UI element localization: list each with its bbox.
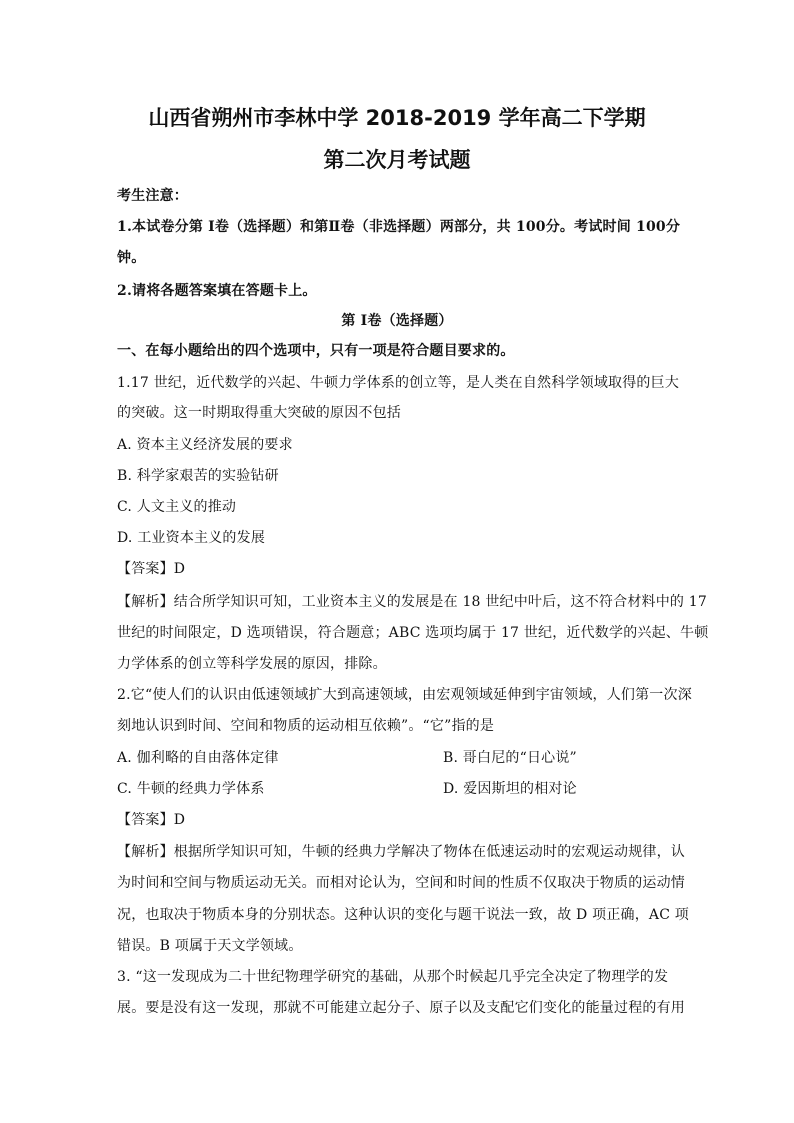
notice-item-2: 2.请将各题答案填在答题卡上。 bbox=[117, 283, 317, 299]
q2-analysis-cont: 为时间和空间与物质运动无关。而相对论认为，空间和时间的性质不仅取决于物质的运动情 bbox=[117, 875, 685, 891]
q1-answer: 【答案】D bbox=[117, 561, 186, 577]
q1-analysis-cont-2: 力学体系的创立等科学发展的原因，排除。 bbox=[117, 656, 387, 672]
q2-analysis: 【解析】根据所学知识可知，牛顿的经典力学解决了物体在低速运动时的宏观运动规律，认 bbox=[117, 844, 685, 860]
q1-stem: 1.17 世纪，近代数学的兴起、牛顿力学体系的创立等，是人类在自然科学领域取得的巨大 bbox=[117, 375, 680, 391]
q1-stem-cont: 的突破。这一时期取得重大突破的原因不包括 bbox=[117, 405, 401, 421]
q1-option-a: A. 资本主义经济发展的要求 bbox=[117, 437, 293, 453]
q2-option-a: A. 伽利略的自由落体定律 bbox=[117, 750, 279, 766]
q2-option-c: C. 牛顿的经典力学体系 bbox=[117, 781, 265, 797]
q1-option-c: C. 人文主义的推动 bbox=[117, 499, 237, 515]
document-title-line2: 第二次月考试题 bbox=[323, 148, 471, 172]
notice-item-1: 1.本试卷分第 Ⅰ卷（选择题）和第Ⅱ卷（非选择题）两部分，共 100分。考试时间 100分 bbox=[117, 219, 681, 235]
section-instruction: 一、在每小题给出的四个选项中，只有一项是符合题目要求的。 bbox=[117, 343, 515, 359]
q2-stem-cont: 刻地认识到时间、空间和物质的运动相互依赖”。“它”指的是 bbox=[117, 718, 495, 734]
q3-stem-cont: 展。要是没有这一发现，那就不可能建立起分子、原子以及支配它们变化的能量过程的有用 bbox=[117, 1000, 685, 1016]
q1-analysis-cont: 世纪的时间限定，D 选项错误，符合题意；ABC 选项均属于 17 世纪，近代数学的兴起、牛顿 bbox=[117, 625, 709, 641]
q2-answer: 【答案】D bbox=[117, 812, 186, 828]
notice-heading: 考生注意： bbox=[117, 188, 188, 204]
q2-option-d: D. 爱因斯坦的相对论 bbox=[443, 781, 577, 797]
q1-option-d: D. 工业资本主义的发展 bbox=[117, 530, 266, 546]
q1-analysis: 【解析】结合所学知识可知，工业资本主义的发展是在 18 世纪中叶后，这不符合材料中的 17 bbox=[117, 594, 707, 610]
notice-item-1-cont: 钟。 bbox=[117, 250, 146, 266]
q2-stem: 2.它“使人们的认识由低速领域扩大到高速领域，由宏观领域延伸到宇宙领域，人们第一次深 bbox=[117, 687, 692, 703]
section-title: 第 Ⅰ卷（选择题） bbox=[341, 313, 453, 329]
q2-option-b: B. 哥白尼的“日心说” bbox=[443, 750, 577, 766]
document-title-line1: 山西省朔州市李林中学 2018-2019 学年高二下学期 bbox=[148, 106, 646, 130]
q3-stem: 3. “这一发现成为二十世纪物理学研究的基础，从那个时候起几乎完全决定了物理学的发 bbox=[117, 969, 669, 985]
q1-option-b: B. 科学家艰苦的实验钻研 bbox=[117, 468, 279, 484]
q2-analysis-cont-2: 况，也取决于物质本身的分别状态。这种认识的变化与题干说法一致，故 D 项正确，AC 项 bbox=[117, 907, 689, 923]
q2-analysis-cont-3: 错误。B 项属于天文学领域。 bbox=[117, 938, 303, 954]
